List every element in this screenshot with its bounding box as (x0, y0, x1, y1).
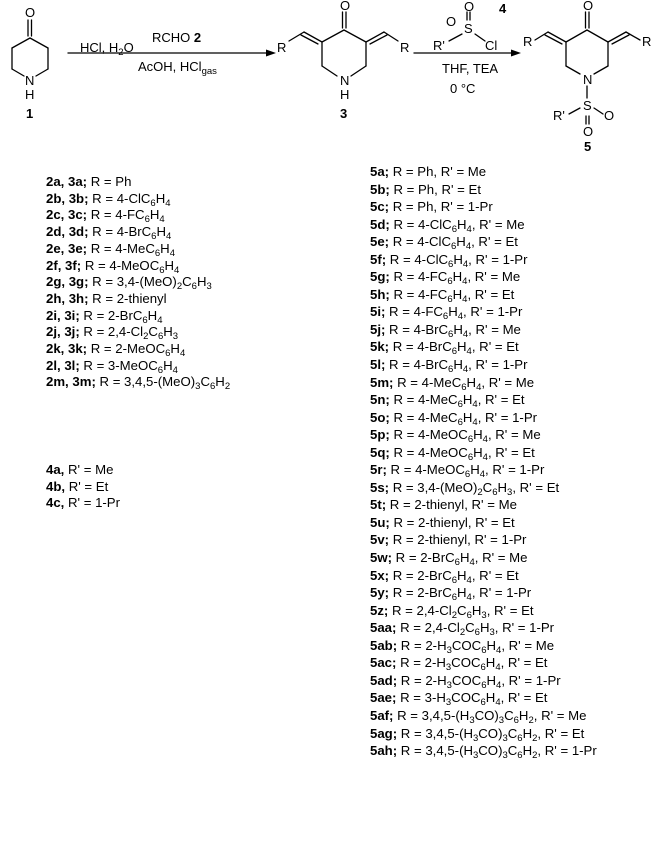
step2-temperature: 0 °C (450, 81, 476, 96)
product-entry (370, 637, 597, 655)
product-entry (370, 338, 597, 356)
substituent-text: $R = 2-MeOC_6H_4$ (87, 341, 186, 360)
compound-5-r-left: R (523, 34, 533, 49)
compound-id: 2i, 3i; (46, 307, 80, 323)
compound-id: 5x; (370, 567, 390, 583)
compound-entry (46, 308, 230, 325)
product-entry (370, 303, 597, 321)
product-entry (370, 356, 597, 374)
compounds-2-3-list (46, 174, 230, 391)
substituent-text: $R = 3,4,5-(H_3CO)_3C_6H_2$, R' = Me (393, 707, 587, 726)
substituent-text: $R = 2,4-Cl_2C_6H_3$ (79, 324, 179, 343)
substituent-text: $R = 4-MeOC_6H_4$ (81, 257, 180, 276)
product-entry (370, 514, 597, 532)
product-entry (370, 672, 597, 690)
product-entry (370, 619, 597, 637)
substituent-text: $R = 4-ClC_6H_4$ (88, 190, 171, 209)
substituent-text: R = 2-thienyl, R' = Et (389, 514, 515, 530)
compound-id: 2a, 3a; (46, 174, 88, 189)
compound-id: 5p; (370, 427, 390, 443)
compound-id: 5b; (370, 181, 390, 197)
product-entry (370, 742, 597, 760)
reagent-4-number: 4 (499, 1, 507, 16)
product-entry (370, 163, 597, 181)
substituent-text: $R = 3,4,5-(H_3CO)_3C_6H_2$, R' = 1-Pr (397, 743, 597, 762)
compound-id: 5ae; (370, 690, 397, 706)
substituent-text: $R = 4-FC_6H_4$, R' = Me (389, 269, 521, 288)
compound-entry (46, 174, 230, 191)
compound-entry (46, 358, 230, 375)
substituent-text: $R = 4-MeC_6H_4$ (87, 240, 175, 259)
substituent-text: R = Ph, R' = Me (389, 164, 487, 179)
compound-id: 2m, 3m; (46, 374, 96, 390)
substituent-text: $R = 2-H_3COC_6H_4$, R' = Me (397, 637, 555, 656)
substituent-text: $R = 4-BrC_6H_4$, R' = Et (389, 339, 519, 358)
product-entry (370, 181, 597, 199)
compound-id: 4b, (46, 478, 66, 494)
substituent-text: $R = 2-BrC_6H_4$, R' = Et (389, 567, 519, 586)
substituent-text: $R = 4-MeC_6H_4$, R' = Et (389, 392, 525, 411)
product-entry (370, 461, 597, 479)
compound-id: 5d; (370, 216, 390, 232)
compound-1-oxygen: O (25, 5, 36, 20)
substituent-text: $R = 3,4-(MeO)_2C_6H_3$, R' = Et (389, 479, 560, 498)
reagent-4-oxygen-top: O (464, 0, 475, 14)
product-entry (370, 654, 597, 672)
product-entry (370, 689, 597, 707)
step2-solvent: THF, TEA (442, 61, 499, 76)
compound-id: 5aa; (370, 620, 397, 636)
compound-id: 5t; (370, 497, 387, 513)
compound-id: 2e, 3e; (46, 240, 88, 256)
compound-id: 5s; (370, 479, 390, 495)
product-entry (370, 198, 597, 216)
substituent-text: $R = 2,4-Cl_2C_6H_3$, R' = Et (388, 602, 534, 621)
compound-id: 5r; (370, 462, 387, 478)
compound-id: 2d, 3d; (46, 224, 89, 240)
substituent-text: $R = 3,4,5-(H_3CO)_3C_6H_2$, R' = Et (397, 725, 585, 744)
product-entry (370, 584, 597, 602)
compound-id: 5j; (370, 321, 386, 337)
compound-3-r-right: R (400, 40, 410, 55)
step1-reagent-bottom: AcOH, HCl$_{gas}$ (138, 59, 217, 77)
product-entry (370, 233, 597, 251)
compound-5-oxygen-bottom: O (583, 124, 594, 139)
compound-id: 5ab; (370, 637, 398, 653)
compound-id: 2h, 3h; (46, 290, 89, 306)
reagent-4-chlorine: Cl (485, 38, 498, 53)
compound-id: 5l; (370, 357, 386, 373)
compound-3-structure (289, 12, 398, 76)
substituent-text: $R = 3-H_3COC_6H_4$, R' = Et (396, 690, 548, 709)
compounds-5-list (370, 163, 597, 760)
reaction-scheme (0, 0, 661, 160)
reagent-entry (46, 495, 120, 512)
compound-id: 5y; (370, 585, 390, 601)
product-entry (370, 391, 597, 409)
compound-id: 5v; (370, 532, 390, 548)
step1-reagent-top: RCHO 2 (152, 30, 202, 45)
reagent-4-oxygen-left: O (446, 14, 457, 29)
substituent-text: R' = 1-Pr (64, 495, 120, 511)
compound-1-structure (12, 20, 48, 76)
compound-id: 2k, 3k; (46, 341, 88, 357)
substituent-text: $R = 3,4-(MeO)_2C_6H_3$ (88, 274, 212, 293)
product-entry (370, 707, 597, 725)
compound-id: 5h; (370, 286, 390, 302)
product-entry (370, 725, 597, 743)
substituent-text: $R = 4-FC_6H_4$ (87, 207, 165, 226)
compound-id: 2b, 3b; (46, 190, 89, 206)
step1-reagent-left: HCl, $H_2O$ (80, 40, 134, 58)
compound-3-number: 3 (340, 106, 348, 121)
reagent-4-sulfur: S (464, 21, 473, 36)
product-entry (370, 286, 597, 304)
compound-5-oxygen-right: O (604, 108, 615, 123)
compound-id: 4c, (46, 495, 65, 511)
compound-id: 5ad; (370, 672, 398, 688)
substituent-text: $R = 4-BrC_6H_4$ (88, 224, 172, 243)
product-entry (370, 531, 597, 549)
compound-id: 5ah; (370, 743, 398, 759)
product-entry (370, 321, 597, 339)
compound-id: 5z; (370, 602, 389, 618)
compound-1-hydrogen: H (25, 87, 35, 102)
compound-5-nitrogen: N (583, 72, 593, 87)
substituent-text: $R = 4-FC_6H_4$, R' = Et (389, 286, 515, 305)
substituent-text: $R = 4-BrC_6H_4$, R' = Me (385, 321, 521, 340)
product-entry (370, 426, 597, 444)
compound-entry (46, 224, 230, 241)
substituent-text: R = 2-thienyl, R' = 1-Pr (389, 532, 527, 548)
substituent-text: $R = 4-ClC_6H_4$, R' = Et (389, 234, 518, 253)
product-entry (370, 479, 597, 497)
compound-entry (46, 374, 230, 391)
substituent-text: $R = 2-H_3COC_6H_4$, R' = Et (396, 655, 548, 674)
product-entry (370, 567, 597, 585)
substituent-text: $R = 4-ClC_6H_4$, R' = 1-Pr (386, 251, 528, 270)
reagent-entry (46, 479, 120, 496)
compound-id: 5ac; (370, 655, 397, 671)
compound-id: 5af; (370, 707, 394, 723)
compound-id: 5g; (370, 269, 390, 285)
compound-id: 5n; (370, 392, 390, 408)
substituent-text: R = Ph, R' = Et (389, 181, 481, 197)
substituent-text: $R = 4-FC_6H_4$, R' = 1-Pr (385, 304, 523, 323)
substituent-text: $R = 4-ClC_6H_4$, R' = Me (389, 216, 525, 235)
compound-entry (46, 258, 230, 275)
compound-5-r-prime: R' (553, 108, 565, 123)
compound-id: 5c; (370, 199, 390, 215)
substituent-text: R = 2-thienyl, R' = Me (386, 497, 517, 513)
compound-3-r-left: R (277, 40, 287, 55)
substituent-text: $R = 2-BrC_6H_4$, R' = 1-Pr (389, 585, 532, 604)
compound-id: 5ag; (370, 725, 398, 741)
substituent-text: $R = 3,4,5-(MeO)_3C_6H_2$ (95, 374, 231, 393)
substituent-text: $R = 3-MeOC_6H_4$ (79, 357, 178, 376)
product-entry (370, 216, 597, 234)
compound-id: 2j, 3j; (46, 324, 80, 340)
compound-entry (46, 324, 230, 341)
compound-id: 5w; (370, 550, 392, 566)
product-entry (370, 268, 597, 286)
substituent-text: $R = 2,4-Cl_2C_6H_3$, R' = 1-Pr (396, 620, 555, 639)
substituent-text: R' = Me (64, 462, 114, 477)
compound-entry (46, 241, 230, 258)
compound-3-nitrogen: N (340, 73, 350, 88)
substituent-text: $R = 4-MeOC_6H_4$, R' = 1-Pr (386, 462, 545, 481)
compound-id: 2l, 3l; (46, 357, 80, 373)
compound-id: 5i; (370, 304, 386, 320)
substituent-text: R = Ph, R' = 1-Pr (389, 199, 493, 215)
product-entry (370, 496, 597, 514)
substituent-text: $R = 4-BrC_6H_4$, R' = 1-Pr (385, 357, 528, 376)
compound-5-number: 5 (584, 139, 592, 154)
compound-entry (46, 291, 230, 308)
compound-id: 2g, 3g; (46, 274, 89, 290)
compound-id: 5a; (370, 164, 390, 179)
compound-entry (46, 341, 230, 358)
compound-1-number: 1 (26, 106, 34, 121)
product-entry (370, 549, 597, 567)
substituent-text: $R = 4-MeC_6H_4$, R' = 1-Pr (389, 409, 538, 428)
product-entry (370, 374, 597, 392)
substituent-text: $R = 4-MeOC_6H_4$, R' = Me (389, 427, 541, 446)
compound-id: 2c, 3c; (46, 207, 88, 223)
compound-id: 5k; (370, 339, 390, 355)
product-entry (370, 602, 597, 620)
compound-id: 5o; (370, 409, 390, 425)
reagents-4-list (46, 462, 120, 512)
compound-3-hydrogen: H (340, 87, 350, 102)
compound-id: 4a, (46, 462, 65, 477)
compound-5-oxygen: O (583, 0, 594, 13)
product-entry (370, 251, 597, 269)
product-entry (370, 444, 597, 462)
compound-id: 5f; (370, 251, 387, 267)
compound-3-oxygen: O (340, 0, 351, 13)
compound-entry (46, 191, 230, 208)
compound-id: 5q; (370, 444, 390, 460)
compound-id: 2f, 3f; (46, 257, 82, 273)
compound-entry (46, 274, 230, 291)
substituent-text: R' = Et (65, 478, 109, 494)
substituent-text: R = 2-thienyl (88, 290, 167, 306)
product-entry (370, 409, 597, 427)
substituent-text: R = Ph (87, 174, 132, 189)
compound-id: 5e; (370, 234, 390, 250)
substituent-text: $R = 2-BrC_6H_4$, R' = Me (391, 550, 528, 569)
compound-1-nitrogen: N (25, 73, 35, 88)
substituent-text: $R = 4-MeOC_6H_4$, R' = Et (389, 444, 535, 463)
compound-entry (46, 207, 230, 224)
substituent-text: $R = 2-H_3COC_6H_4$, R' = 1-Pr (397, 672, 561, 691)
substituent-text: $R = 4-MeC_6H_4$, R' = Me (393, 374, 535, 393)
compound-id: 5m; (370, 374, 394, 390)
substituent-text: $R = 2-BrC_6H_4$ (79, 307, 163, 326)
compound-5-sulfur: S (583, 98, 592, 113)
reagent-4-r-prime: R' (433, 38, 445, 53)
reagent-entry (46, 462, 120, 479)
compound-id: 5u; (370, 514, 390, 530)
compound-5-r-right: R (642, 34, 652, 49)
